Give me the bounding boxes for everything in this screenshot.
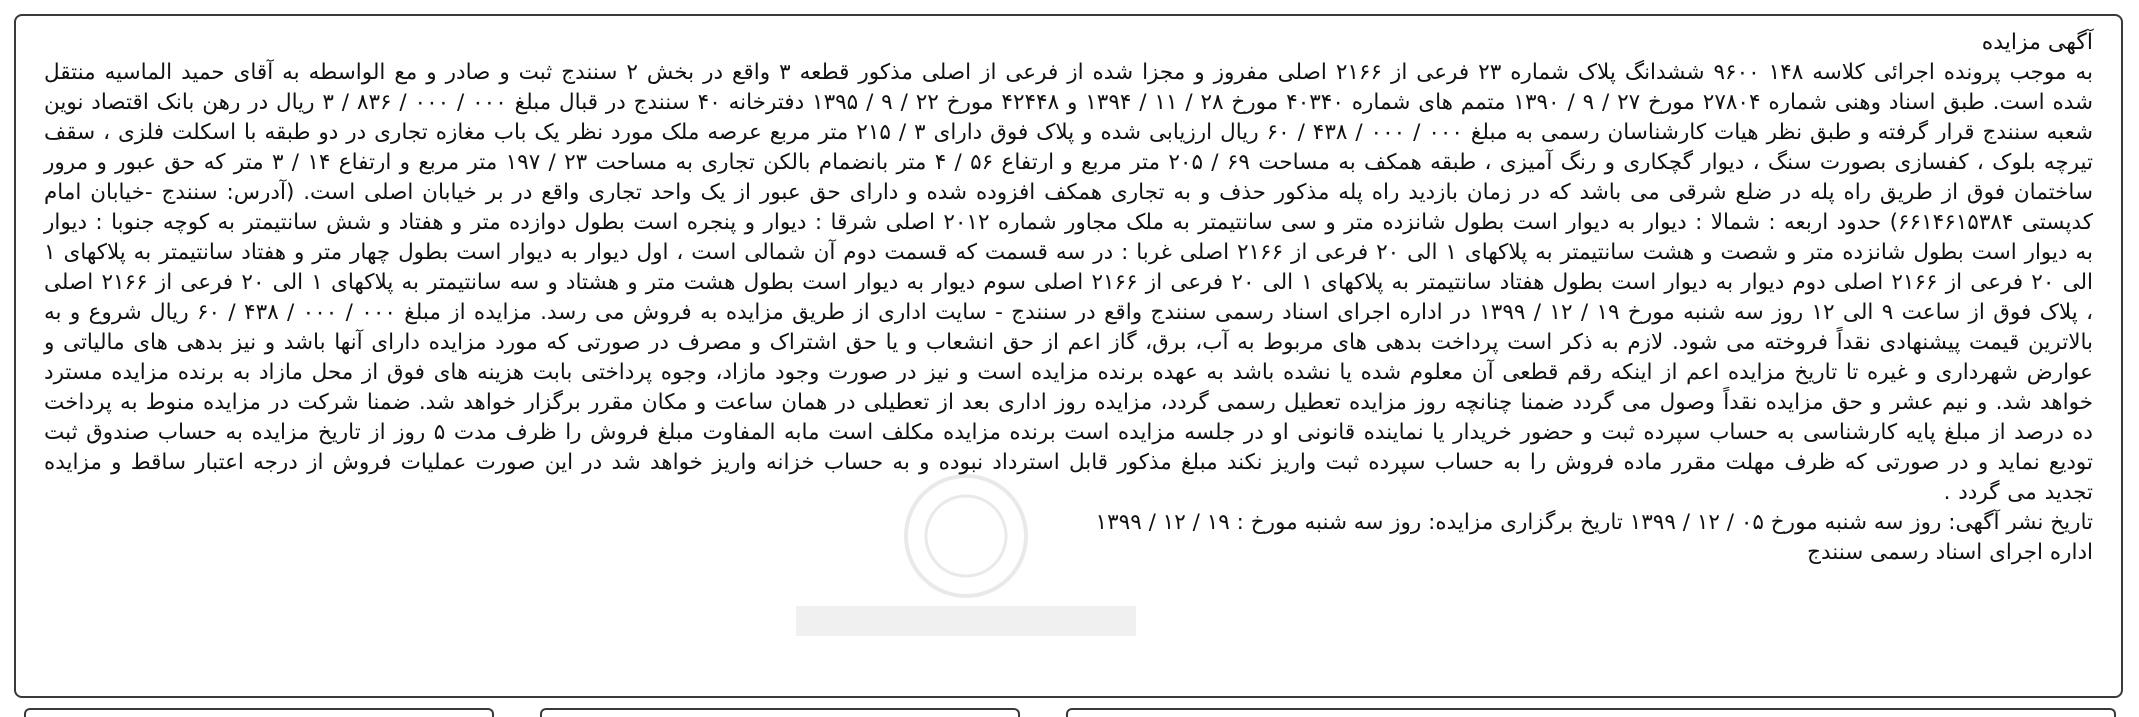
notice-title: آگهی مزایده [1981, 30, 2093, 55]
notice-body: به موجب پرونده اجرائی کلاسه ۱۴۸ ۹۶۰۰ ششدانگ پلاک شماره ۲۳ فرعی از ۲۱۶۶ اصلی مفروز و مجزا شده از فرعی از اصلی مذکور قطعه ۳ واقع در بخش ۲ سنندج ثبت و صادر و مع الواسطه به آقای حمید الماسیه منتقل شده است. طبق اسناد وهنی شماره ۲۷۸۰۴ مورخ ۲۷ / ۹ / ۱۳۹۰ متمم های شماره ۴۰۳۴۰ مورخ ۲۸ / ۱۱ / ۱۳۹۴ و ۴۲۴۴۸ مورخ ۲۲ / ۹ / ۱۳۹۵ دفترخانه ۴۰ سنندج در قبال مبلغ ۰۰۰ / ۰۰۰ / ۸۳۶ / ۳ ریال در رهن بانک اقتصاد نوین شعبه سنندج قرار گرفته و طبق نظر هیات کارشناسان رسمی به مبلغ ۰۰۰ / ۰۰۰ / ۴۳۸ / ۶۰ ریال ارزیابی شده و پلاک فوق دارای ۳ / ۲۱۵ متر مربع عرصه ملک مورد نظر یک باب مغازه تجاری در دو طبقه با اسکلت فلزی ، سقف تیرچه بلوک ، کفسازی بصورت سنگ ، دیوار گچکاری و رنگ آمیزی ، طبقه همکف به مساحت ۶۹ / ۲۰۵ متر مربع و ارتفاع ۵۶ / ۴ متر بانضمام بالکن تجاری به مساحت ۲۳ / ۱۹۷ متر مربع و ارتفاع ۱۴ / ۳ متر که حق عبور و مرور ساختمان فوق از طریق راه پله در ضلع شرقی می باشد که در زمان بازدید راه پله مذکور حذف و به تجاری همکف افزوده شده و دارای حق عبور از یک واحد تجاری واقع در بر خیابان اصلی است. (آدرس: سنندج -خیابان امام کدپستی ۶۶۱۴۶۱۵۳۸۴) حدود اربعه : شمالا : دیوار به دیوار است بطول شانزده متر و سی سانتیمتر به ملک مجاور شماره ۲۰۱۲ اصلی شرقا : دیوار و پنجره است بطول دوازده متر و هفتاد و شش سانتیمتر به کوچه جنوبا : دیوار به دیوار است بطول شانزده متر و شصت و هشت سانتیمتر به پلاکهای ۱ الی ۲۰ فرعی از ۲۱۶۶ اصلی غربا : در سه قسمت که قسمت دوم آن شمالی است ، اول دیوار به دیوار است بطول چهار متر و هفتاد سانتیمتر به پلاکهای ۱ الی ۲۰ فرعی از ۲۱۶۶ اصلی دوم دیوار به دیوار است بطول هفتاد سانتیمتر به پلاکهای ۱ الی ۲۰ فرعی از ۲۱۶۶ اصلی سوم دیوار به دیوار است بطول هشت متر و هشتاد و سه سانتیمتر به پلاکهای ۱ الی ۲۰ فرعی از ۲۱۶۶ اصلی ، پلاک فوق از ساعت ۹ الی ۱۲ روز سه شنبه مورخ ۱۹ / ۱۲ / ۱۳۹۹ در اداره اجرای اسناد رسمی سنندج واقع در سنندج - سایت اداری از طریق مزایده به فروش می رسد. مزایده از مبلغ ۰۰۰ / ۰۰۰ / ۴۳۸ / ۶۰ ریال شروع و به بالاترین قیمت پیشنهادی نقداً فروخته می شود. لازم به ذکر است پرداخت بدهی های مربوط به آب، برق، گاز اعم از حق انشعاب و یا حق اشتراک و مصرف در صورتی که مورد مزایده دارای آنها باشد و نیز بدهی های مالیاتی و عوارض شهرداری و غیره تا تاریخ مزایده اعم از اینکه رقم قطعی آن معلوم شده یا نشده باشد به عهده برنده مزایده است و نیز در صورت وجود مازاد، وجوه پرداختی بابت هزینه های فوق از محل مازاد به برنده مزایده مسترد خواهد شد. و نیم عشر و حق مزایده نقداً وصول می گردد ضمنا چنانچه روز مزایده تعطیل رسمی گردد، مزایده روز اداری بعد از تعطیلی در همان ساعت و مکان مقرر برگزار خواهد شد. ضمنا شرکت در مزایده منوط به پرداخت ده درصد از مبلغ پایه کارشناسی به حساب سپرده ثبت و حضور خریدار یا نماینده قانونی او در جلسه مزایده است برنده مزایده مکلف است مابه المفاوت مبلغ فروش را ظرف مدت ۵ روز از تاریخ مزایده به حساب صندوق ثبت تودیع نماید و در صورتی که ظرف مهلت مقرر ماده فروش را به حساب سپرده ثبت واریز نکند مبلغ مذکور قابل استرداد نبوده و به حساب خزانه واریز خواهد شد در این صورت عملیات فروش از درجه اعتبار ساقط و مزایده تجدید می گردد . [44, 60, 2094, 505]
notice-content [44, 28, 2093, 568]
bottom-divider-middle [540, 708, 1020, 717]
notice-issuer: اداره اجرای اسناد رسمی سنندج [1807, 540, 2093, 565]
notice-frame [14, 14, 2123, 698]
bottom-divider-right [1066, 708, 2116, 717]
notice-dates-line: تاریخ نشر آگهی: روز سه شنبه مورخ ۰۵ / ۱۲ / ۱۳۹۹ تاریخ برگزاری مزایده: روز سه شنبه مورخ : ۱۹ / ۱۲ / ۱۳۹۹ [1095, 510, 2093, 535]
bottom-divider-left [24, 708, 494, 717]
